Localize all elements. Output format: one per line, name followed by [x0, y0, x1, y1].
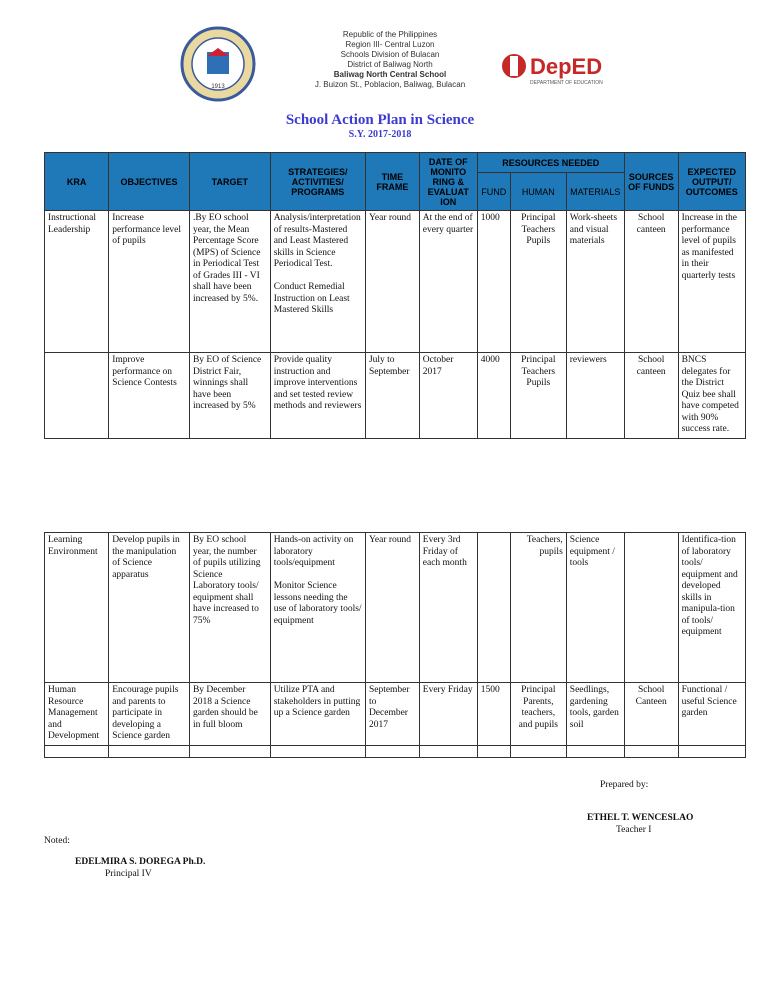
cell-objectives: Encourage pupils and parents to participate in developing a Science garden	[109, 683, 190, 746]
cell-fund: 4000	[477, 353, 510, 439]
table-row-empty	[45, 745, 746, 757]
cell-date: At the end of every quarter	[419, 211, 477, 353]
header-kra: KRA	[45, 153, 109, 211]
prepared-by-label: Prepared by:	[600, 780, 649, 790]
header-time-frame: TIME FRAME	[365, 153, 419, 211]
cell-strategies: Utilize PTA and stakeholders in putting up a Science garden	[270, 683, 365, 746]
cell-target: By EO school year, the number of pupils utilizing Science Laboratory tools/ equipment shall have increased to 75%	[189, 533, 270, 683]
table-row	[45, 533, 746, 683]
cell-target: By EO of Science District Fair, winnings shall have been increased by 5%	[189, 353, 270, 439]
cell-strategies: Provide quality instruction and improve interventions and set tested review methods and reviewers	[270, 353, 365, 439]
header-line: Region III- Central Luzon	[345, 40, 435, 49]
header-date-monitoring: DATE OF MONITO RING & EVALUAT ION	[419, 153, 477, 211]
header-expected: EXPECTED OUTPUT/ OUTCOMES	[678, 153, 745, 211]
header-materials: MATERIALS	[566, 173, 624, 211]
action-plan-table	[44, 152, 746, 439]
cell-materials: Work-sheets and visual materials	[566, 211, 624, 353]
cell-target: .By EO school year, the Mean Percentage Score (MPS) of Science in Periodical Test of Grades III - VI shall have been increased by 5%.	[189, 211, 270, 353]
preparer-name: ETHEL T. WENCESLAO	[587, 813, 694, 823]
cell-time: September to December 2017	[365, 683, 419, 746]
cell-expected: Increase in the performance level of pupils as manifested in their quarterly tests	[678, 211, 745, 353]
header-line: Baliwag North Central School	[333, 70, 447, 79]
header-resources: RESOURCES NEEDED	[477, 153, 624, 173]
svg-text:1913: 1913	[211, 84, 225, 90]
cell-kra	[45, 353, 109, 439]
cell-date: Every 3rd Friday of each month	[419, 533, 477, 683]
cell-expected: BNCS delegates for the District Quiz bee shall have competed with 90% success rate.	[678, 353, 745, 439]
cell-time: Year round	[365, 211, 419, 353]
svg-text:DepED: DepED	[530, 54, 603, 79]
cell-fund	[477, 533, 510, 683]
cell-objectives: Develop pupils in the manipulation of Science apparatus	[109, 533, 190, 683]
noted-label: Noted:	[44, 836, 70, 846]
cell-sources	[624, 533, 678, 683]
table-row	[45, 683, 746, 746]
header-sources: SOURCES OF FUNDS	[624, 153, 678, 211]
cell-strategies: Analysis/interpretation of results-Mastered and Least Mastered skills in Science Periodical Test. Conduct Remedial Instruction on Least Mastered Skills	[270, 211, 365, 353]
cell-objectives: Increase performance level of pupils	[109, 211, 190, 353]
cell-sources: School canteen	[624, 211, 678, 353]
header-line: Schools Division of Bulacan	[340, 50, 440, 59]
cell-time: July to September	[365, 353, 419, 439]
header-line: Republic of the Philippines	[342, 30, 438, 39]
school-year: S.Y. 2017-2018	[348, 129, 412, 140]
cell-sources: School Canteen	[624, 683, 678, 746]
header-address	[250, 30, 530, 90]
noter-name: EDELMIRA S. DOREGA Ph.D.	[75, 857, 206, 867]
cell-fund: 1500	[477, 683, 510, 746]
preparer-title: Teacher I	[616, 825, 652, 835]
cell-human: Principal Parents, teachers, and pupils	[510, 683, 566, 746]
cell-materials: Seedlings, gardening tools, garden soil	[566, 683, 624, 746]
cell-expected: Identifica-tion of laboratory tools/ equipment and developed skills in manipula-tion of tools/ equipment	[678, 533, 745, 683]
cell-objectives: Improve performance on Science Contests	[109, 353, 190, 439]
cell-human: Principal Teachers Pupils	[510, 353, 566, 439]
cell-sources: School canteen	[624, 353, 678, 439]
header-target: TARGET	[189, 153, 270, 211]
cell-expected: Functional / useful Science garden	[678, 683, 745, 746]
cell-materials: reviewers	[566, 353, 624, 439]
noter-title: Principal IV	[105, 869, 152, 879]
school-seal-logo	[180, 26, 256, 102]
header-human: HUMAN	[510, 173, 566, 211]
cell-kra: Instructional Leadership	[45, 211, 109, 353]
document-title: School Action Plan in Science	[285, 112, 475, 128]
cell-human: Principal Teachers Pupils	[510, 211, 566, 353]
action-plan-table-continued	[44, 532, 746, 758]
table-row	[45, 211, 746, 353]
cell-strategies: Hands-on activity on laboratory tools/equipment Monitor Science lessons needing the use of laboratory tools/ equipment	[270, 533, 365, 683]
header-objectives: OBJECTIVES	[109, 153, 190, 211]
cell-time: Year round	[365, 533, 419, 683]
cell-human: Teachers, pupils	[510, 533, 566, 683]
svg-text:DEPARTMENT OF EDUCATION: DEPARTMENT OF EDUCATION	[530, 80, 603, 86]
header-line: J. Buizon St., Poblacion, Baliwag, Bulacan	[314, 80, 466, 89]
cell-target: By December 2018 a Science garden should be in full bloom	[189, 683, 270, 746]
cell-date: October 2017	[419, 353, 477, 439]
cell-fund: 1000	[477, 211, 510, 353]
cell-date: Every Friday	[419, 683, 477, 746]
header-strategies: STRATEGIES/ ACTIVITIES/ PROGRAMS	[270, 153, 365, 211]
table-row	[45, 353, 746, 439]
cell-kra: Human Resource Management and Development	[45, 683, 109, 746]
cell-kra: Learning Environment	[45, 533, 109, 683]
header-line: District of Baliwag North	[347, 60, 433, 69]
header-fund: FUND	[477, 173, 510, 211]
cell-materials: Science equipment / tools	[566, 533, 624, 683]
